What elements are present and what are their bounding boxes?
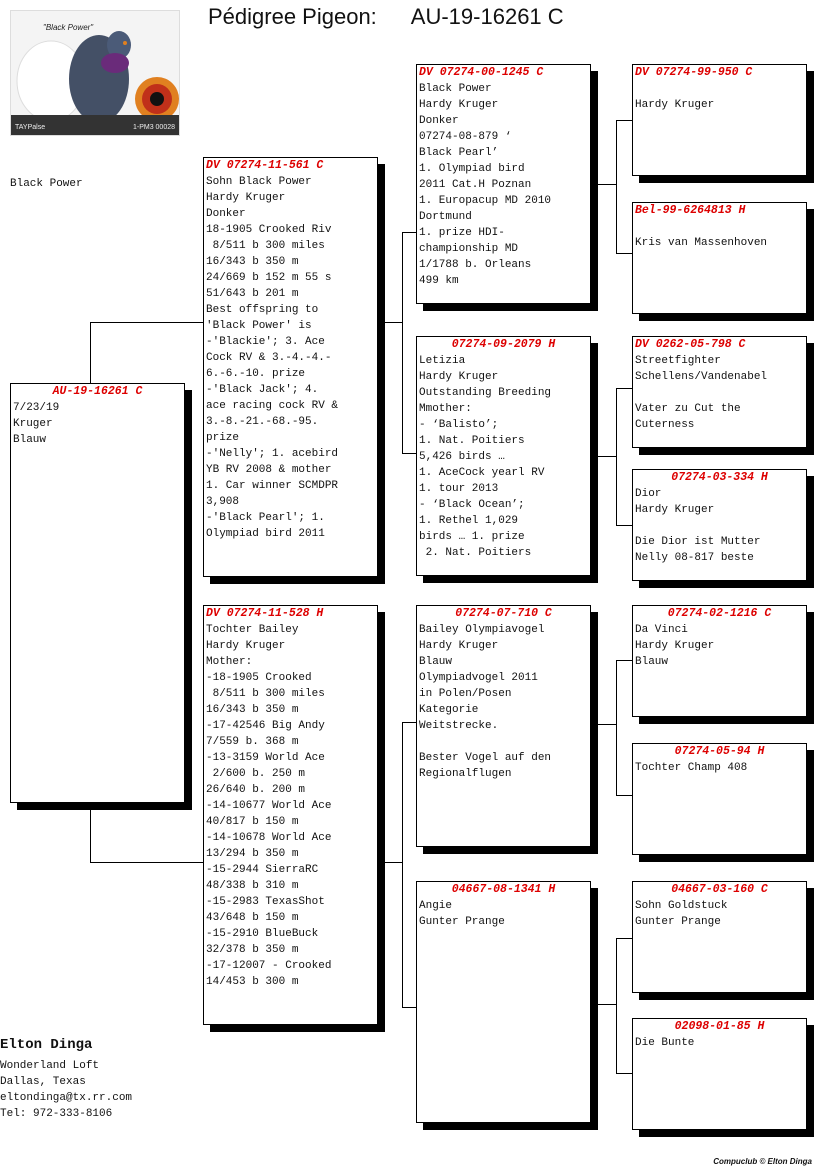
info-line: Vater zu Cut the	[635, 403, 741, 415]
info-line	[635, 219, 804, 235]
footer-credit: Compuclub © Elton Dinga	[713, 1157, 812, 1166]
info-line: Hardy Kruger	[206, 192, 286, 204]
info-line: Tochter Champ 408	[635, 762, 748, 774]
info-line: -13-3159 World Ace	[206, 752, 325, 764]
info-line: 1. Car winner SCMDPR	[206, 480, 339, 492]
info-line: championship MD	[419, 243, 519, 255]
connector-gp3-hub	[596, 724, 616, 725]
ring-number: 04667-08-1341 H	[451, 883, 556, 896]
info-line: in Polen/Posen	[419, 688, 512, 700]
info-line: -14-10678 World Ace	[206, 832, 332, 844]
info-line: Weitstrecke.	[419, 720, 499, 732]
info-line: 3.-8.-21.-68.-95.	[206, 416, 319, 428]
info-line: 07274-08-879 ‘	[419, 131, 512, 143]
info-line: Gunter Prange	[635, 916, 721, 928]
info-line: 1. AceCock yearl RV	[419, 467, 545, 479]
info-line: Outstanding Breeding	[419, 387, 552, 399]
info-line	[635, 518, 804, 534]
connector-gp2-hub	[596, 456, 616, 457]
loft-logo-image	[10, 10, 180, 136]
ggp-6-card	[632, 743, 807, 855]
info-line: -14-10677 World Ace	[206, 800, 332, 812]
info-line: Kruger	[13, 418, 53, 430]
info-line: Hardy Kruger	[419, 371, 499, 383]
info-line: -18-1905 Crooked	[206, 672, 312, 684]
info-line: Blauw	[13, 434, 47, 446]
granddam-paternal-card	[416, 336, 591, 576]
info-line: Gunter Prange	[419, 916, 505, 928]
info-line: -'Nelly'; 1. acebird	[206, 448, 339, 460]
info-line: Hardy Kruger	[206, 640, 286, 652]
info-line: 13/294 b 350 m	[206, 848, 299, 860]
info-line: Donker	[206, 208, 246, 220]
ggp-5-card	[632, 605, 807, 717]
info-line: Best offspring to	[206, 304, 319, 316]
owner-contact	[0, 1058, 132, 1122]
info-line	[419, 734, 588, 750]
info-line: 24/669 b 152 m 55 s	[206, 272, 332, 284]
info-line: Schellens/Vandenabel	[635, 371, 768, 383]
info-line: 1. Olympiad bird	[419, 163, 525, 175]
ggp-1-card	[632, 64, 807, 176]
ggp-8-card	[632, 1018, 807, 1130]
owner-city: Dallas, Texas	[0, 1076, 86, 1088]
ggp-2-card	[632, 202, 807, 314]
connector-gp4-parents	[616, 938, 633, 1074]
info-line: 14/453 b 300 m	[206, 976, 299, 988]
connector-gp1-parents	[616, 120, 633, 254]
info-line: Nelly 08-817 beste	[635, 552, 754, 564]
info-line: 1. Nat. Poitiers	[419, 435, 525, 447]
info-line: Blauw	[635, 656, 669, 668]
connector-subject-sire	[90, 322, 204, 383]
info-line: Donker	[419, 115, 459, 127]
info-line: 7/23/19	[13, 402, 60, 414]
granddam-maternal-card	[416, 881, 591, 1123]
owner-phone: Tel: 972-333-8106	[0, 1108, 113, 1120]
info-line	[635, 385, 804, 401]
info-line: ace racing cock RV &	[206, 400, 339, 412]
info-line: Kris van Massenhoven	[635, 237, 768, 249]
info-line: Hardy Kruger	[635, 99, 715, 111]
info-line: Die Bunte	[635, 1037, 695, 1049]
info-line: Dior	[635, 488, 662, 500]
info-line: Olympiadvogel 2011	[419, 672, 538, 684]
info-line: Black Pearl’	[419, 147, 499, 159]
info-line: Sohn Black Power	[206, 176, 312, 188]
info-line: Bester Vogel auf den	[419, 752, 552, 764]
info-line: Letizia	[419, 355, 466, 367]
grandsire-maternal-card	[416, 605, 591, 847]
grandsire-paternal-card	[416, 64, 591, 304]
info-line: YB RV 2008 & mother	[206, 464, 332, 476]
connector-dam-hub	[382, 862, 402, 863]
ring-number: DV 07274-00-1245 C	[419, 66, 544, 79]
connector-gp2-parents	[616, 388, 633, 526]
ring-number: 02098-01-85 H	[674, 1020, 765, 1033]
info-line	[635, 81, 804, 97]
info-line: -'Black Jack'; 4.	[206, 384, 319, 396]
ring-number: DV 07274-11-528 H	[206, 607, 324, 620]
info-line: Dortmund	[419, 211, 472, 223]
info-line: 1. Rethel 1,029	[419, 515, 519, 527]
info-line: 'Black Power' is	[206, 320, 312, 332]
info-line: 8/511 b 300 miles	[206, 240, 325, 252]
info-line: Mmother:	[419, 403, 472, 415]
info-line: Cock RV & 3.-4.-4.-	[206, 352, 332, 364]
ring-number: 07274-05-94 H	[674, 745, 765, 758]
info-line: 32/378 b 350 m	[206, 944, 299, 956]
info-line: -15-2983 TexasShot	[206, 896, 325, 908]
logo-banner-right: 1-PM3 00028	[132, 124, 175, 131]
info-line: Hardy Kruger	[635, 640, 715, 652]
logo-banner	[11, 115, 179, 135]
ring-number: DV 0262-05-798 C	[635, 338, 746, 351]
info-line: 18-1905 Crooked Riv	[206, 224, 332, 236]
info-line: 2/600 b. 250 m	[206, 768, 306, 780]
info-line: Da Vinci	[635, 624, 688, 636]
connector-gp1-hub	[596, 184, 616, 185]
info-line: 2011 Cat.H Poznan	[419, 179, 532, 191]
logo-banner-left: TAYPalse	[15, 124, 46, 131]
ring-number: AU-19-16261 C	[52, 385, 143, 398]
info-line: -'Blackie'; 3. Ace	[206, 336, 325, 348]
info-line: 43/648 b 150 m	[206, 912, 299, 924]
info-line: Streetfighter	[635, 355, 721, 367]
info-line: -17-12007 - Crooked	[206, 960, 332, 972]
connector-sire-parents	[402, 232, 417, 454]
title-ring-number: AU-19-16261 C	[410, 4, 564, 29]
info-line: 2. Nat. Poitiers	[419, 547, 532, 559]
owner-loft: Wonderland Loft	[0, 1060, 100, 1072]
subject-pedigree-card	[10, 383, 185, 803]
info-line: Angie	[419, 900, 453, 912]
info-line: birds … 1. prize	[419, 531, 525, 543]
info-line: 499 km	[419, 275, 459, 287]
info-line: prize	[206, 432, 240, 444]
ggp-3-card	[632, 336, 807, 448]
info-line: Hardy Kruger	[419, 640, 499, 652]
ring-number: 04667-03-160 C	[671, 883, 768, 896]
info-line: 48/338 b 310 m	[206, 880, 299, 892]
ring-number: Bel-99-6264813 H	[635, 204, 746, 217]
subject-name: Black Power	[10, 178, 83, 190]
info-line: Hardy Kruger	[635, 504, 715, 516]
info-line: Tochter Bailey	[206, 624, 299, 636]
info-line: Die Dior ist Mutter	[635, 536, 761, 548]
owner-email: eltondinga@tx.rr.com	[0, 1092, 133, 1104]
info-line: - ‘Balisto’;	[419, 419, 499, 431]
info-line: Cuterness	[635, 419, 695, 431]
info-line: Kategorie	[419, 704, 479, 716]
info-line: Black Power	[419, 83, 492, 95]
info-line: Hardy Kruger	[419, 99, 499, 111]
connector-gp4-hub	[596, 1004, 616, 1005]
logo-caption: "Black Power"	[43, 23, 94, 32]
ring-number: 07274-03-334 H	[671, 471, 768, 484]
page-title	[208, 4, 564, 30]
connector-dam-parents	[402, 722, 417, 1008]
dam-card	[203, 605, 378, 1025]
ring-number: 07274-02-1216 C	[667, 607, 772, 620]
info-line: - ‘Black Ocean’;	[419, 499, 525, 511]
info-line: 5,426 birds …	[419, 451, 505, 463]
info-line: -'Black Pearl'; 1.	[206, 512, 325, 524]
ring-number: 07274-09-2079 H	[451, 338, 556, 351]
info-line: -17-42546 Big Andy	[206, 720, 325, 732]
info-line: 1. Europacup MD 2010	[419, 195, 552, 207]
info-line: 1. prize HDI-	[419, 227, 505, 239]
info-line: -15-2910 BlueBuck	[206, 928, 319, 940]
info-line: Mother:	[206, 656, 253, 668]
connector-sire-hub	[382, 322, 402, 323]
info-line: 16/343 b 350 m	[206, 256, 299, 268]
info-line: 1/1788 b. Orleans	[419, 259, 532, 271]
info-line: 40/817 b 150 m	[206, 816, 299, 828]
ring-number: 07274-07-710 C	[455, 607, 552, 620]
connector-gp3-parents	[616, 660, 633, 796]
info-line: 26/640 b. 200 m	[206, 784, 306, 796]
info-line: 8/511 b 300 miles	[206, 688, 325, 700]
info-line: Regionalflugen	[419, 768, 512, 780]
ring-number: DV 07274-11-561 C	[206, 159, 324, 172]
info-line: 51/643 b 201 m	[206, 288, 299, 300]
info-line: 3,908	[206, 496, 240, 508]
info-line: 1. tour 2013	[419, 483, 499, 495]
info-line: -15-2944 SierraRC	[206, 864, 319, 876]
ring-number: DV 07274-99-950 C	[635, 66, 753, 79]
ggp-4-card	[632, 469, 807, 581]
ggp-7-card	[632, 881, 807, 993]
info-line: 16/343 b 350 m	[206, 704, 299, 716]
info-line: Sohn Goldstuck	[635, 900, 728, 912]
sire-card	[203, 157, 378, 577]
owner-name: Elton Dinga	[0, 1037, 93, 1053]
info-line: 7/559 b. 368 m	[206, 736, 299, 748]
info-line: Blauw	[419, 656, 453, 668]
connector-subject-dam	[90, 803, 204, 863]
info-line: Bailey Olympiavogel	[419, 624, 545, 636]
info-line: 6.-6.-10. prize	[206, 368, 306, 380]
info-line: Olympiad bird 2011	[206, 528, 325, 540]
title-label: Pédigree Pigeon:	[208, 4, 377, 29]
